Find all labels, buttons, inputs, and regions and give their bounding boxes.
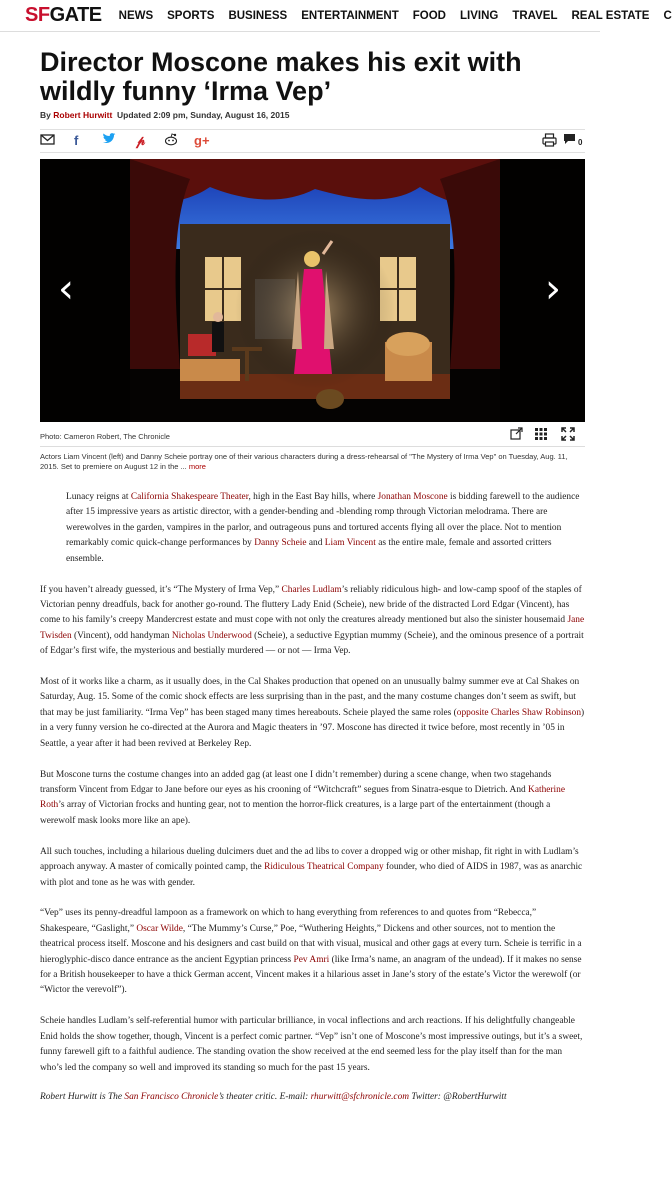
prev-photo-arrow[interactable]: ‹ bbox=[58, 266, 74, 312]
link-jonathan-moscone[interactable]: Jonathan Moscone bbox=[377, 492, 448, 502]
nav-item-business[interactable]: BUSINESS bbox=[228, 9, 288, 22]
paragraph: If you haven’t already guessed, it’s “The Mystery of Irma Vep,” Charles Ludlam’s reliably ridiculous high- and low-camp spoof of the staples of Victorian penny dreadfuls, back for another go-round. The fluttery Lady Enid (Scheie), new bride of the distracted Lord Edgar (Vincent), has come to his family’s creepy Mandercrest estate and must cope with not only the creatures already mentioned but also the sinister housemaid Jane Twisden (Vincent), odd handyman Nicholas Underwood (Scheie), a seductive Egyptian mummy (Scheie), and the ominous presence of a portrait of Edgar’s first wife, the mysterious and bestially murdered — or not — Irma Vep. bbox=[40, 584, 585, 657]
link-jane-twisden[interactable]: Jane Twisden bbox=[40, 615, 585, 641]
byline-prefix: By bbox=[40, 110, 51, 120]
expand-icon[interactable] bbox=[510, 428, 523, 443]
share-bar bbox=[40, 129, 585, 153]
author-email-link[interactable]: rhurwitt@sfchronicle.com bbox=[310, 1091, 410, 1102]
stage-scene-image bbox=[40, 159, 585, 422]
facebook-icon[interactable]: f bbox=[74, 133, 79, 148]
article-body bbox=[40, 490, 585, 1120]
nav-item-travel[interactable]: TRAVEL bbox=[512, 9, 558, 22]
twitter-icon[interactable] bbox=[102, 133, 116, 149]
link-opposite-charles-shaw-robinson[interactable]: opposite Charles Shaw Robinson bbox=[456, 707, 582, 718]
author-link[interactable]: Robert Hurwitt bbox=[53, 110, 113, 120]
caption-text: Actors Liam Vincent (left) and Danny Scheie portray one of their various characters during a dress-rehearsal of "The Mystery of Irma Vep" on Tuesday, Aug. 11, 2015. Set to premiere on August 12 in the ... bbox=[40, 452, 568, 471]
photo-credit: Photo: Cameron Robert, The Chronicle bbox=[40, 432, 170, 441]
link-pev-amri[interactable]: Pev Amri bbox=[293, 954, 330, 965]
fullscreen-icon[interactable] bbox=[562, 428, 574, 443]
paragraph: All such touches, including a hilarious dueling dulcimers duet and the ad libs to cover a dropped wig or other mishap, fit right in with Ludlam’s approach anyway. A master of comically pointed camp, the Ridiculous Theatrical Company founder, who died of AIDS in 1987, was as anarchic with plot and tone as he was with gender. bbox=[40, 846, 583, 888]
lead-photo bbox=[40, 159, 585, 422]
sfgate-logo[interactable]: SFGATE bbox=[25, 4, 102, 26]
link-california-shakespeare-theater[interactable]: California Shakespeare Theater bbox=[130, 492, 249, 502]
paragraph: Scheie handles Ludlam’s self-referential humor with particular brilliance, in vocal inflections and arch reactions. If his delightfully changeable Enid holds the show together, though, Vincent is a perfect comic partner. “Vep” isn’t one of Moscone’s most impressive outings, but it’s a sweet, funny farewell gift to a faithful audience. The standing ovation the show received at the end seemed less for the play itself than for the man who’s led the company so well and improved its standing so much for the past 15 years. bbox=[40, 1016, 583, 1073]
reddit-icon[interactable] bbox=[164, 133, 178, 150]
print-icon[interactable] bbox=[542, 133, 557, 151]
nav-item-truncated[interactable]: C bbox=[663, 9, 672, 22]
paragraph: Lunacy reigns at California Shakespeare Theater, high in the East Bay hills, where Jonathan Moscone is bidding farewell to the audience after 15 impressive years as artistic director, with a gender-bending and -blending romp through Victorian melodrama. There are werewolves in the garden, vampires in the parlor, and outrageous puns and tortured accents flying all over the place. Not to mention remarkably comic quick-change performances by Danny Scheie and Liam Vincent as the entire male, female and assorted critters ensemble. bbox=[66, 492, 580, 564]
author-signature: Robert Hurwitt is The San Francisco Chronicle’s theater critic. E-mail: rhurwitt@sfchronicle.com Twitter: @RobertHurwitt bbox=[40, 1091, 507, 1102]
comment-count[interactable]: 0 bbox=[578, 138, 583, 147]
nav-item-sports[interactable]: SPORTS bbox=[167, 9, 215, 22]
link-oscar-wilde[interactable]: Oscar Wilde bbox=[136, 923, 183, 934]
top-nav bbox=[0, 0, 672, 32]
link-nicholas-underwood[interactable]: Nicholas Underwood bbox=[171, 630, 252, 641]
article-headline: Director Moscone makes his exit with wildly funny ‘Irma Vep’ bbox=[40, 47, 522, 106]
link-san-francisco-chronicle[interactable]: San Francisco Chronicle bbox=[124, 1091, 219, 1102]
caption-more-link[interactable]: more bbox=[188, 462, 206, 471]
nav-item-real-estate[interactable]: REAL ESTATE bbox=[571, 9, 650, 22]
byline bbox=[40, 110, 289, 120]
updated-timestamp: Updated 2:09 pm, Sunday, August 16, 2015 bbox=[117, 110, 290, 120]
nav-item-news[interactable]: NEWS bbox=[118, 9, 154, 22]
gallery-grid-icon[interactable] bbox=[535, 428, 547, 443]
link-ridiculous-theatrical-company[interactable]: Ridiculous Theatrical Company bbox=[264, 862, 384, 873]
paragraph: But Moscone turns the costume changes into an added gag (at least one I didn’t remember) during a scene change, when two stagehands transform Vincent from Edgar to Jane before our eyes as his crooning of “Witchcraft” segues from Sinatra-esque to Dietrich. And Katherine Roth’s array of Victorian frocks and hunting gear, not to mention the horror-flick creatures, is a large part of the entertainment (though a werewolf mask looks more like an ape). bbox=[40, 769, 566, 826]
link-charles-ludlam[interactable]: Charles Ludlam bbox=[281, 584, 342, 595]
paragraph: Most of it works like a charm, as it usually does, in the Cal Shakes production that opened on an unusually balmy summer eve at Cal Shakes on Saturday, Aug. 15. Some of the comic shock effects are less surprising than in the past, and the many costume changes don’t seem as swift, but that may be just familiarity. “Irma Vep” has been staged many times hereabouts. Scheie played the same roles (opposite Charles Shaw Robinson) in a very funny version he co-directed at the Aurora and Magic theaters in ’97. Moscone has directed it twice before, most recently in ’05 in Seattle, a year after it had been revived at Berkeley Rep. bbox=[40, 677, 585, 749]
nav-item-food[interactable]: FOOD bbox=[412, 9, 446, 22]
google-plus-icon[interactable]: g+ bbox=[194, 133, 210, 148]
nav-item-entertainment[interactable]: ENTERTAINMENT bbox=[301, 9, 399, 22]
nav-item-living[interactable]: LIVING bbox=[460, 9, 499, 22]
link-liam-vincent[interactable]: Liam Vincent bbox=[324, 538, 376, 549]
photo-caption bbox=[40, 446, 585, 472]
link-danny-scheie[interactable]: Danny Scheie bbox=[254, 538, 307, 549]
pinterest-icon[interactable]: 𝓅 bbox=[136, 133, 146, 148]
comment-icon[interactable] bbox=[563, 133, 576, 149]
paragraph: “Vep” uses its penny-dreadful lampoon as a framework on which to hang everything from references to and quotes from “Rebecca,” Shakespeare, “Gaslight,” Oscar Wilde, “The Mummy’s Curse,” Poe, “Wuthering Heights,” Dickens and other sources, not to mention the theatrical process itself. Moscone and his designers and cast build on that with visual, musical and other gags at every turn. Scheie is terrific in a hieroglyphic-disco dance entrance as the ancient Egyptian princess Pev Amri (like Irma’s name, an anagram of the undead). If it makes no sense for a British housekeeper to have a thick German accent, Vincent makes it a hilarious asset in Jane’s story of the estate’s Victor the werewolf (or “Wictor the verevolf”). bbox=[40, 908, 582, 996]
next-photo-arrow[interactable]: › bbox=[545, 266, 561, 312]
mail-icon[interactable] bbox=[40, 133, 55, 150]
link-katherine-roth[interactable]: Katherine Roth bbox=[40, 785, 566, 811]
